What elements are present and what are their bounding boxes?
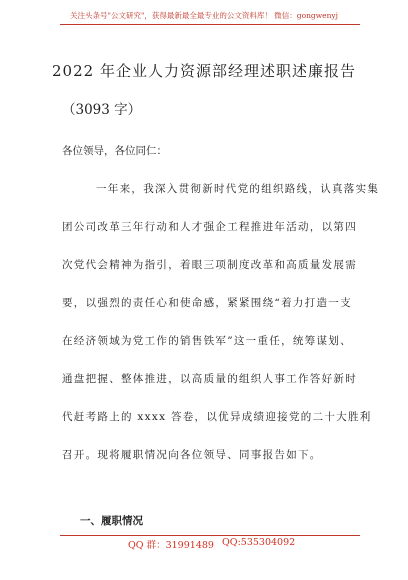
paragraph-line: 要，以强烈的责任心和使命感，紧紧围绕“着力打造一支 — [62, 297, 352, 309]
greeting: 各位领导，各位同仁： — [62, 145, 167, 157]
paragraph-line: 代赶考路上的 xxxx 答卷，以优异成绩迎接党的二十大胜利 — [62, 411, 372, 423]
footer-qq-number: QQ:535304092 — [222, 537, 296, 548]
header-banner: 关注头条号"公文研究"，获得最新最全最专业的公文资料库！ 微信：gongwenyj — [70, 11, 338, 20]
section-heading: 一、履职情况 — [80, 515, 143, 527]
footer — [0, 535, 408, 551]
footer-divider — [60, 535, 360, 536]
paragraph-line: 团公司改革三年行动和人才强企工程推进年活动，以第四 — [62, 221, 357, 233]
header-divider — [60, 24, 360, 25]
word-count: （3093 字） — [62, 102, 142, 118]
paragraph-line: 通盘把握、整体推进，以高质量的组织人事工作答好新时 — [62, 373, 357, 385]
paragraph-line: 一年来，我深入贯彻新时代党的组织路线，认真落实集 — [96, 183, 380, 195]
paragraph-line: 在经济领域为党工作的销售铁军”这一重任，统筹谋划、 — [62, 335, 352, 347]
paragraph-line: 召开。现将履职情况向各位领导、同事报告如下。 — [62, 449, 322, 461]
paragraph-line: 次党代会精神为指引，着眼三项制度改革和高质量发展需 — [62, 259, 357, 271]
document-title: 2022 年企业人力资源部经理述职述廉报告 — [52, 62, 356, 80]
footer-qq-group: QQ 群：31991489 — [128, 540, 214, 551]
